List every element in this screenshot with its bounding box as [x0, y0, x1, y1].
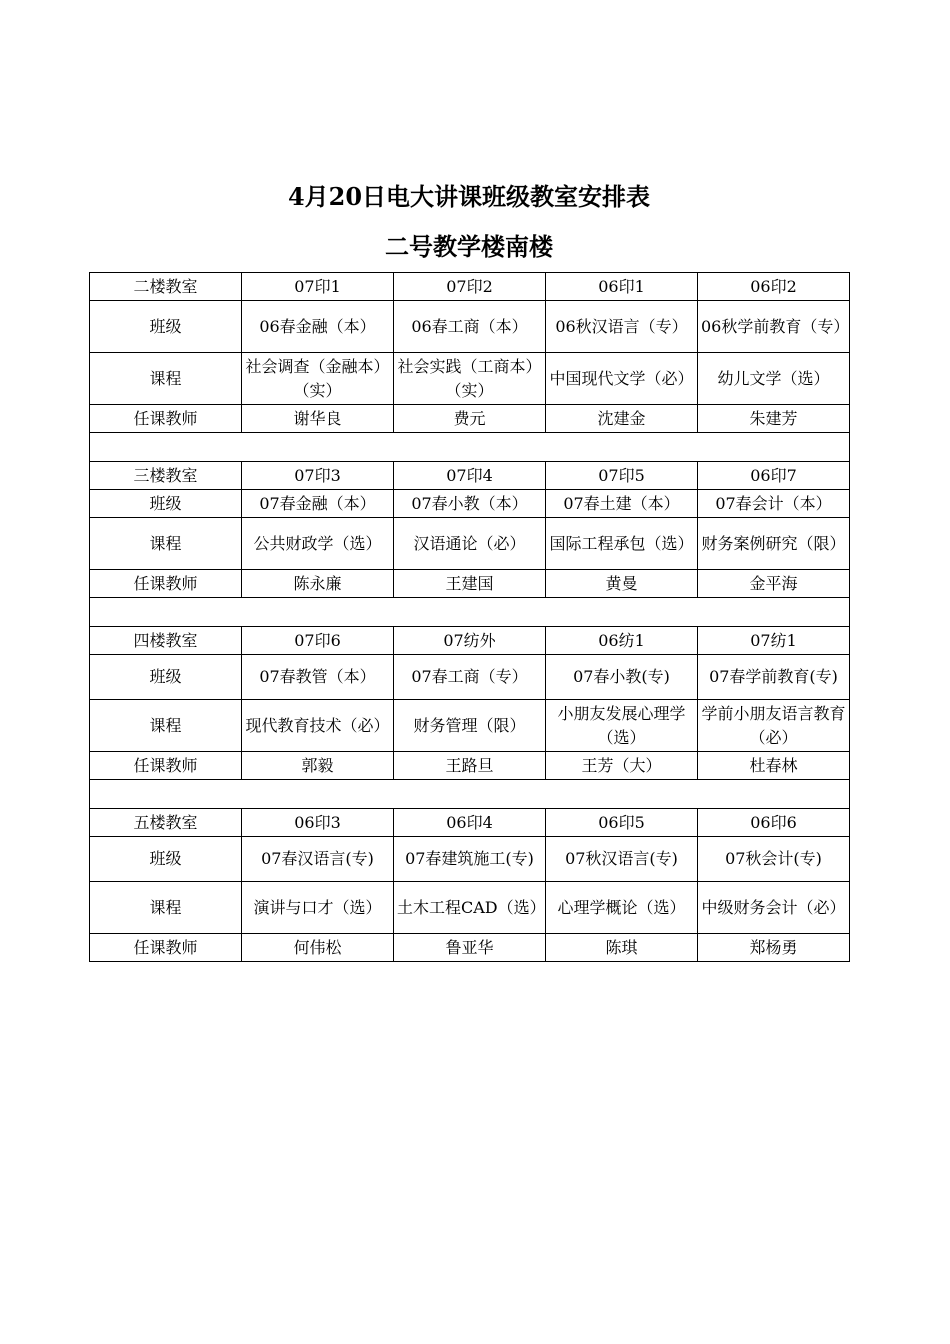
room-cell: 06印1 — [546, 273, 698, 301]
teacher-cell: 金平海 — [698, 570, 850, 598]
spacer-row — [90, 780, 850, 809]
row-label-class: 班级 — [90, 655, 242, 700]
floor-4-header-row — [90, 627, 850, 655]
course-cell: 汉语通论（必） — [394, 518, 546, 570]
schedule-table — [89, 272, 850, 962]
class-cell: 07秋汉语言(专) — [546, 837, 698, 882]
teacher-cell: 黄曼 — [546, 570, 698, 598]
class-cell: 07春学前教育(专) — [698, 655, 850, 700]
teacher-cell: 王芳（大） — [546, 752, 698, 780]
row-label-course: 课程 — [90, 353, 242, 405]
row-label-teacher: 任课教师 — [90, 405, 242, 433]
floor-label: 五楼教室 — [90, 809, 242, 837]
course-cell: 小朋友发展心理学（选） — [546, 700, 698, 752]
course-cell: 现代教育技术（必） — [242, 700, 394, 752]
course-cell: 社会调查（金融本）（实） — [242, 353, 394, 405]
course-cell: 社会实践（工商本）（实） — [394, 353, 546, 405]
room-cell: 07印4 — [394, 462, 546, 490]
spacer-row — [90, 598, 850, 627]
row-label-teacher: 任课教师 — [90, 752, 242, 780]
spacer-cell — [90, 598, 850, 627]
class-cell: 07春汉语言(专) — [242, 837, 394, 882]
floor-4-course-row — [90, 700, 850, 752]
room-cell: 07纺1 — [698, 627, 850, 655]
teacher-cell: 何伟松 — [242, 934, 394, 962]
teacher-cell: 鲁亚华 — [394, 934, 546, 962]
floor-5-class-row — [90, 837, 850, 882]
floor-4-class-row — [90, 655, 850, 700]
class-cell: 07春小教（本） — [394, 490, 546, 518]
room-cell: 06印5 — [546, 809, 698, 837]
class-cell: 07春金融（本） — [242, 490, 394, 518]
teacher-cell: 沈建金 — [546, 405, 698, 433]
row-label-class: 班级 — [90, 490, 242, 518]
page-subtitle: 二号教学楼南楼 — [385, 232, 553, 261]
class-cell: 07春土建（本） — [546, 490, 698, 518]
floor-label: 四楼教室 — [90, 627, 242, 655]
teacher-cell: 陈永廉 — [242, 570, 394, 598]
class-cell: 06春工商（本） — [394, 301, 546, 353]
course-cell: 财务管理（限） — [394, 700, 546, 752]
floor-2-course-row — [90, 353, 850, 405]
room-cell: 07印2 — [394, 273, 546, 301]
room-cell: 06印4 — [394, 809, 546, 837]
class-cell: 07春会计（本） — [698, 490, 850, 518]
teacher-cell: 郑杨勇 — [698, 934, 850, 962]
page-title: 4月20日电大讲课班级教室安排表 — [287, 182, 651, 211]
room-cell: 06印3 — [242, 809, 394, 837]
floor-4-teacher-row — [90, 752, 850, 780]
row-label-teacher: 任课教师 — [90, 934, 242, 962]
floor-3-class-row — [90, 490, 850, 518]
row-label-course: 课程 — [90, 518, 242, 570]
floor-3-teacher-row — [90, 570, 850, 598]
room-cell: 07纺外 — [394, 627, 546, 655]
floor-3-header-row — [90, 462, 850, 490]
class-cell: 07春教管（本） — [242, 655, 394, 700]
row-label-class: 班级 — [90, 837, 242, 882]
floor-label: 二楼教室 — [90, 273, 242, 301]
room-cell: 07印6 — [242, 627, 394, 655]
room-cell: 06印6 — [698, 809, 850, 837]
teacher-cell: 朱建芳 — [698, 405, 850, 433]
teacher-cell: 费元 — [394, 405, 546, 433]
course-cell: 公共财政学（选） — [242, 518, 394, 570]
teacher-cell: 陈琪 — [546, 934, 698, 962]
class-cell: 06秋汉语言（专） — [546, 301, 698, 353]
spacer-cell — [90, 433, 850, 462]
class-cell: 07春建筑施工(专) — [394, 837, 546, 882]
class-cell: 07春工商（专） — [394, 655, 546, 700]
spacer-row — [90, 433, 850, 462]
course-cell: 幼儿文学（选） — [698, 353, 850, 405]
room-cell: 06印2 — [698, 273, 850, 301]
floor-5-teacher-row — [90, 934, 850, 962]
floor-2-class-row — [90, 301, 850, 353]
room-cell: 07印1 — [242, 273, 394, 301]
floor-2-header-row — [90, 273, 850, 301]
room-cell: 06纺1 — [546, 627, 698, 655]
class-cell: 06春金融（本） — [242, 301, 394, 353]
course-cell: 学前小朋友语言教育（必） — [698, 700, 850, 752]
course-cell: 土木工程CAD（选） — [394, 882, 546, 934]
row-label-teacher: 任课教师 — [90, 570, 242, 598]
floor-2-teacher-row — [90, 405, 850, 433]
teacher-cell: 王路旦 — [394, 752, 546, 780]
teacher-cell: 郭毅 — [242, 752, 394, 780]
course-cell: 演讲与口才（选） — [242, 882, 394, 934]
row-label-class: 班级 — [90, 301, 242, 353]
teacher-cell: 王建国 — [394, 570, 546, 598]
row-label-course: 课程 — [90, 700, 242, 752]
room-cell: 07印5 — [546, 462, 698, 490]
teacher-cell: 杜春林 — [698, 752, 850, 780]
class-cell: 07秋会计(专) — [698, 837, 850, 882]
class-cell: 06秋学前教育（专） — [698, 301, 850, 353]
floor-label: 三楼教室 — [90, 462, 242, 490]
class-cell: 07春小教(专) — [546, 655, 698, 700]
spacer-cell — [90, 780, 850, 809]
floor-5-course-row — [90, 882, 850, 934]
floor-3-course-row — [90, 518, 850, 570]
row-label-course: 课程 — [90, 882, 242, 934]
course-cell: 国际工程承包（选） — [546, 518, 698, 570]
room-cell: 06印7 — [698, 462, 850, 490]
course-cell: 财务案例研究（限） — [698, 518, 850, 570]
floor-5-header-row — [90, 809, 850, 837]
teacher-cell: 谢华良 — [242, 405, 394, 433]
course-cell: 中国现代文学（必） — [546, 353, 698, 405]
room-cell: 07印3 — [242, 462, 394, 490]
course-cell: 心理学概论（选） — [546, 882, 698, 934]
course-cell: 中级财务会计（必） — [698, 882, 850, 934]
